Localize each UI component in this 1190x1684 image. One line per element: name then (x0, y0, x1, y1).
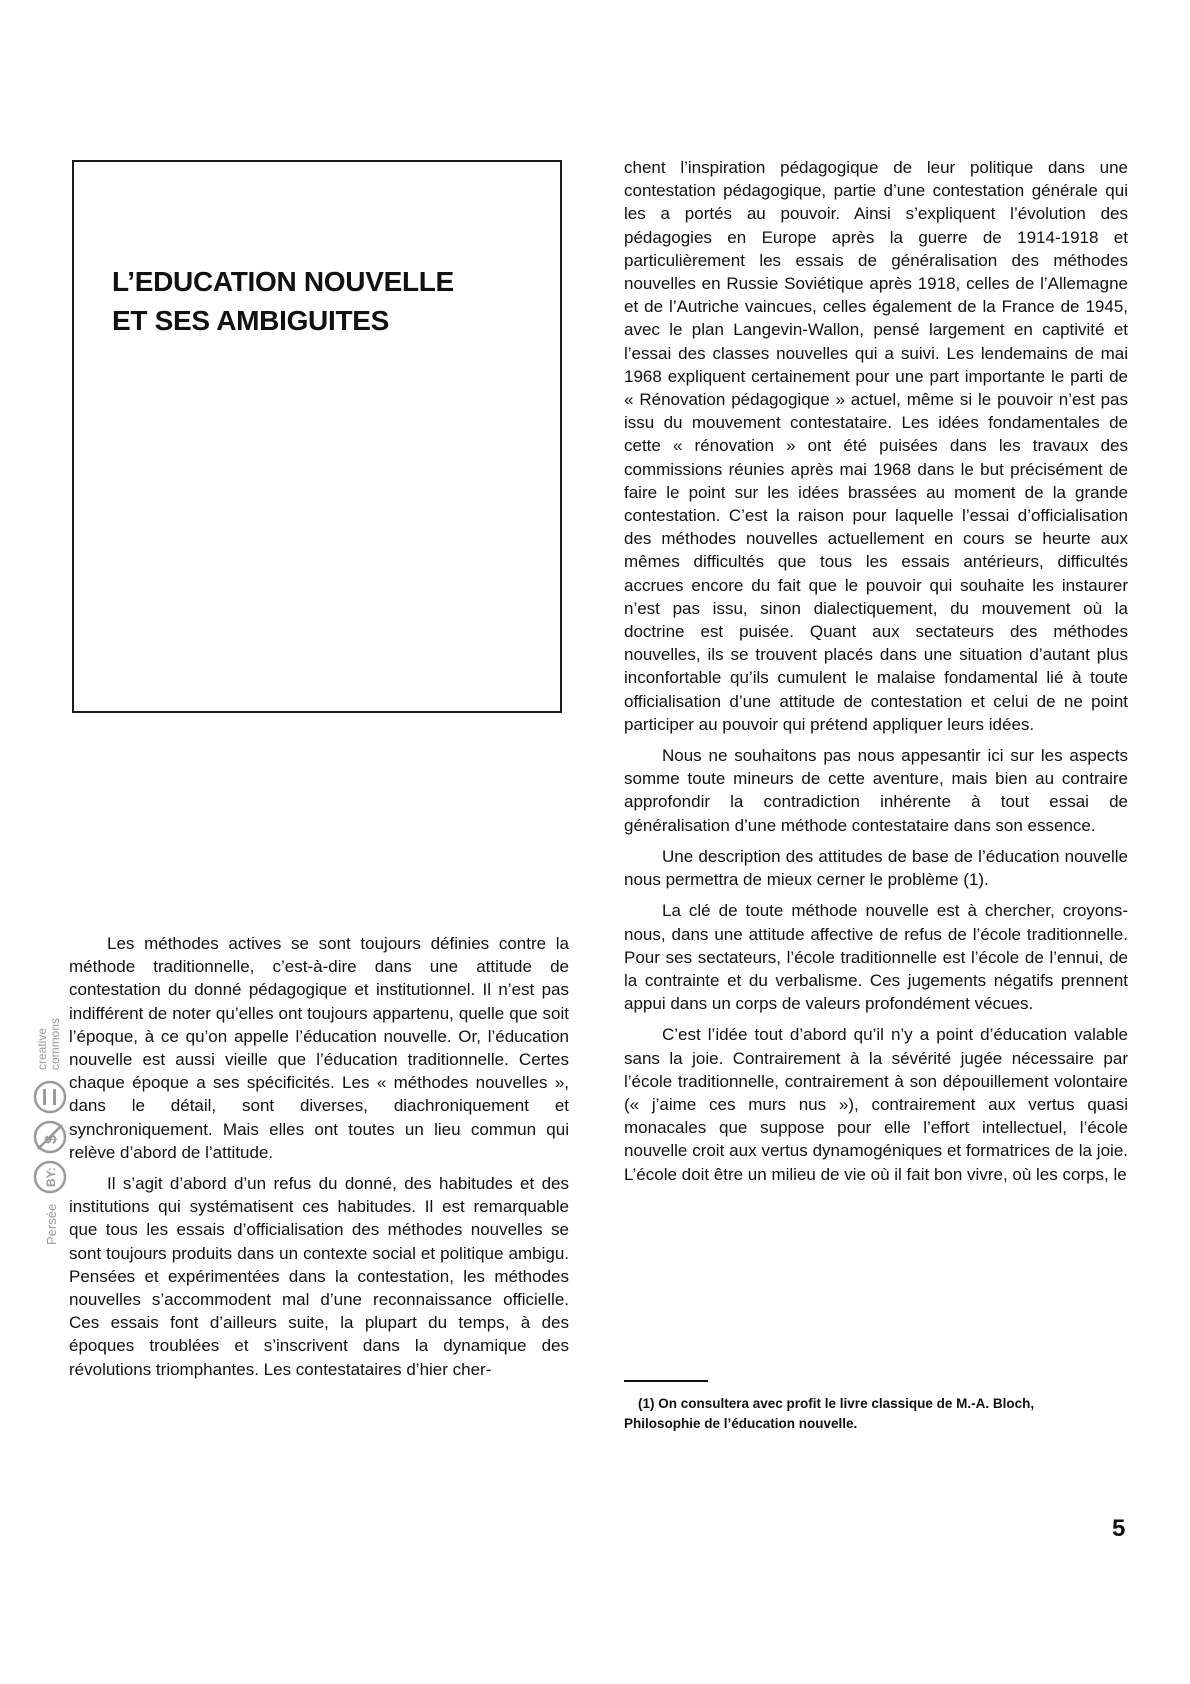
footnote-text: (1) On consultera avec profit le livre classique de M.-A. Bloch, (638, 1396, 1035, 1411)
paragraph: Une description des attitudes de base de l’éducation nouvelle nous permettra de mieux cerner le problème (1). (624, 846, 1128, 890)
left-column (69, 932, 569, 1389)
by-label: BY: (44, 1167, 58, 1187)
cc-label-commons: commons (48, 1017, 62, 1070)
paragraph: Les méthodes actives se sont toujours définies contre la méthode traditionnelle, c’est-à-dire dans une attitude de contestation du donné pédagogique et institutionnel. Il n’est pas indifférent de noter qu’elles ont toujours appartenu, quelle que soit l’époque, à ce qu’on appelle l’éducation nouvelle. Or, l’éducation nouvelle est aussi vieille que l’éducation traditionnelle. Certes chaque époque a ses spécificités. Les « méthodes nouvelles », dans le détail, sont diverses, diachroniquement et synchroniquement. Mais elles ont toutes un lieu commun qui relève d’abord de l’attitude. (69, 934, 569, 1162)
footnote-divider (624, 1380, 708, 1382)
footnote-book-title: Philosophie de l’éducation nouvelle. (624, 1416, 858, 1431)
paragraph: Nous ne souhaitons pas nous appesantir ici sur les aspects somme toute mineurs de cette aventure, mais bien au contraire approfondir la contradiction inhérente à tout essai de généralisation d’une méthode contestataire dans son essence. (624, 746, 1128, 835)
article-title-line-1: L’EDUCATION NOUVELLE (112, 266, 454, 297)
cc-label-creative: creative (35, 1027, 49, 1070)
paragraph: Il s’agit d’abord d’un refus du donné, des habitudes et des institutions qui systématisent ces habitudes. Il est remarquable que tous les essais d’officialisation des méthodes nouvelles se sont toujours produits dans un contexte social et politique ambigu. Pensées et expérimentées dans la contestation, les méthodes nouvelles s’accommodent mal d’une reconnaissance officielle. Ces essais font d’ailleurs suite, la plupart du temps, à des époques troublées et s’inscrivent dans la dynamique des révolutions triomphantes. Les contestataires d’hier cher- (69, 1174, 569, 1379)
page-number: 5 (1112, 1515, 1126, 1542)
footnote (624, 1394, 1128, 1434)
license-badge[interactable] (32, 975, 68, 1245)
article-title (112, 262, 454, 340)
right-column (624, 156, 1128, 1194)
paragraph: C’est l’idée tout d’abord qu’il n’y a point d’éducation valable sans la joie. Contrairement à la sévérité jugée nécessaire par l’école traditionnelle, contrairement à son dépouillement volontaire (« j’aime ces murs nus »), contrairement aux vertus quasi monacales que suppose pour elle l’effort intellectuel, l’école nouvelle croit aux vertus dynamogéniques et formatrices de la joie. L’école doit être un milieu de vie où il fait bon vivre, où les corps, le (624, 1025, 1128, 1184)
title-frame (72, 160, 562, 713)
no-derivatives-icon (35, 1082, 65, 1112)
paragraph: La clé de toute méthode nouvelle est à chercher, croyons-nous, dans une attitude affective de refus de l’école traditionnelle. Pour ses sectateurs, l’école traditionnelle est l’école de l’ennui, de la contrainte et du verbalisme. Ces jugements négatifs prennent appui dans un corps de valeurs profondément vécues. (624, 901, 1128, 1014)
svg-text:$: $ (43, 1135, 60, 1144)
paragraph-continuation: chent l’inspiration pédagogique de leur politique dans une contestation pédagogique, partie d’une contestation générale qui les a portés au pouvoir. Ainsi s’expliquent l’évolution des pédagogies en Europe après la guerre de 1914-1918 et particulièrement les essais de généralisation des méthodes nouvelles en Russie Soviétique après 1918, celles de l’Allemagne et de l’Autriche vaincues, celles également de la France de 1945, avec le plan Langevin-Wallon, pensé largement en captivité et l’essai des classes nouvelles qui a suivi. Les lendemains de mai 1968 expliquent certainement pour une part importante le parti de « Rénovation pédagogique » actuel, même si le pouvoir n’est pas issu du mouvement contestataire. Les idées fondamentales de cette « rénovation » ont été puisées dans les travaux des commissions réunies après mai 1968 dans le but précisément de faire le point sur les idées brassées au moment de la grande contestation. C’est la raison pour laquelle l’essai d’officialisation des méthodes nouvelles actuellement en cours se heurte aux mêmes difficultés que tous les essais antérieurs, difficultés accrues encore du fait que le pouvoir qui souhaite les instaurer n’est pas issu, sinon dialectiquement, du mouvement où la doctrine est puisée. Quant aux sectateurs des méthodes nouvelles, ils se trouvent placés dans une situation d’autant plus inconfortable qu’ils cumulent le malaise fondamental lié à toute officialisation d’une attitude de contestation et celui de ne point participer au pouvoir qui prétend appliquer leurs idées. (624, 158, 1128, 734)
persee-label: Persée (44, 1203, 59, 1245)
by-icon (35, 1162, 65, 1192)
noncommercial-icon (35, 1122, 65, 1152)
article-title-line-2: ET SES AMBIGUITES (112, 305, 390, 336)
